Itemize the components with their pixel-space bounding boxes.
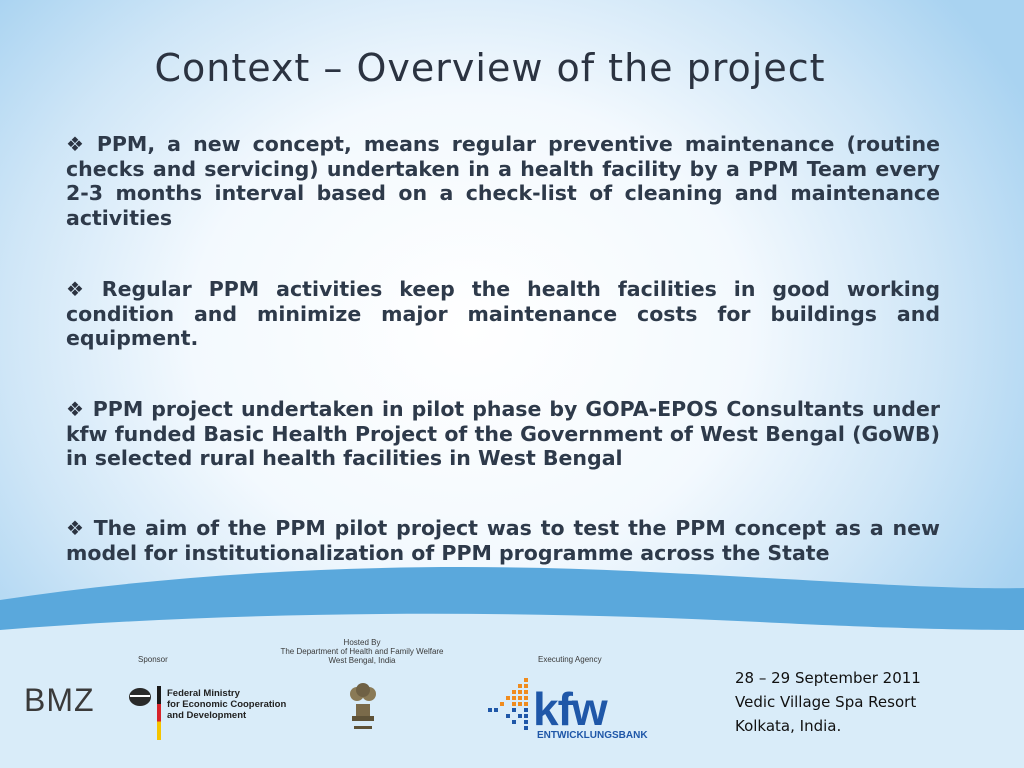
bmz-line-2: for Economic Cooperation	[167, 699, 287, 710]
diamond-bullet-icon: ❖	[66, 516, 86, 540]
executing-agency-label: Executing Agency	[538, 655, 602, 664]
german-eagle-icon	[126, 686, 154, 708]
kfw-dot-pattern-icon	[486, 676, 532, 732]
bullet-text-3: PPM project undertaken in pilot phase by GOPA-EPOS Consultants under kfw funded Basic Health Project of the Government of West Bengal (GoWB) in selected rural health facilities in West Bengal	[66, 397, 941, 470]
hosted-by-block	[262, 638, 462, 665]
bmz-line-1: Federal Ministry	[167, 688, 240, 699]
diamond-bullet-icon: ❖	[66, 277, 94, 301]
state-emblem-icon	[340, 676, 386, 734]
event-date: 28 – 29 September 2011	[735, 669, 921, 687]
bullet-item-4	[66, 516, 940, 565]
hosted-line-3: West Bengal, India	[328, 656, 396, 665]
diamond-bullet-icon: ❖	[66, 397, 85, 421]
bullet-item-3	[66, 397, 940, 471]
bullet-item-1	[66, 132, 940, 230]
event-info	[735, 666, 921, 738]
hosted-line-1: Hosted By	[343, 638, 381, 647]
event-city: Kolkata, India.	[735, 717, 842, 735]
event-venue: Vedic Village Spa Resort	[735, 693, 917, 711]
bullet-item-2	[66, 277, 940, 351]
hosted-line-2: The Department of Health and Family Welfare	[280, 647, 444, 656]
bmz-line-3: and Development	[167, 710, 247, 721]
bullet-text-4: The aim of the PPM pilot project was to test the PPM concept as a new model for institutionalization of PPM programme across the State	[66, 516, 940, 565]
german-flag-bar	[157, 686, 161, 740]
bmz-logo: BMZ	[24, 682, 95, 718]
kfw-subtitle: ENTWICKLUNGSBANK	[537, 730, 648, 741]
kfw-logo: kfw	[533, 683, 607, 735]
bullet-text-2: Regular PPM activities keep the health facilities in good working condition and minimize major maintenance costs for buildings and equipment.	[66, 277, 940, 350]
slide-title: Context – Overview of the project	[154, 46, 826, 90]
diamond-bullet-icon: ❖	[66, 132, 89, 156]
sponsor-label: Sponsor	[138, 655, 168, 664]
bmz-name-block	[167, 688, 286, 721]
bullet-text-1: PPM, a new concept, means regular preventive maintenance (routine checks and servicing) undertaken in a health facility by a PPM Team every 2-3 months interval based on a check-list of cleaning and maintenance activities	[66, 132, 940, 230]
